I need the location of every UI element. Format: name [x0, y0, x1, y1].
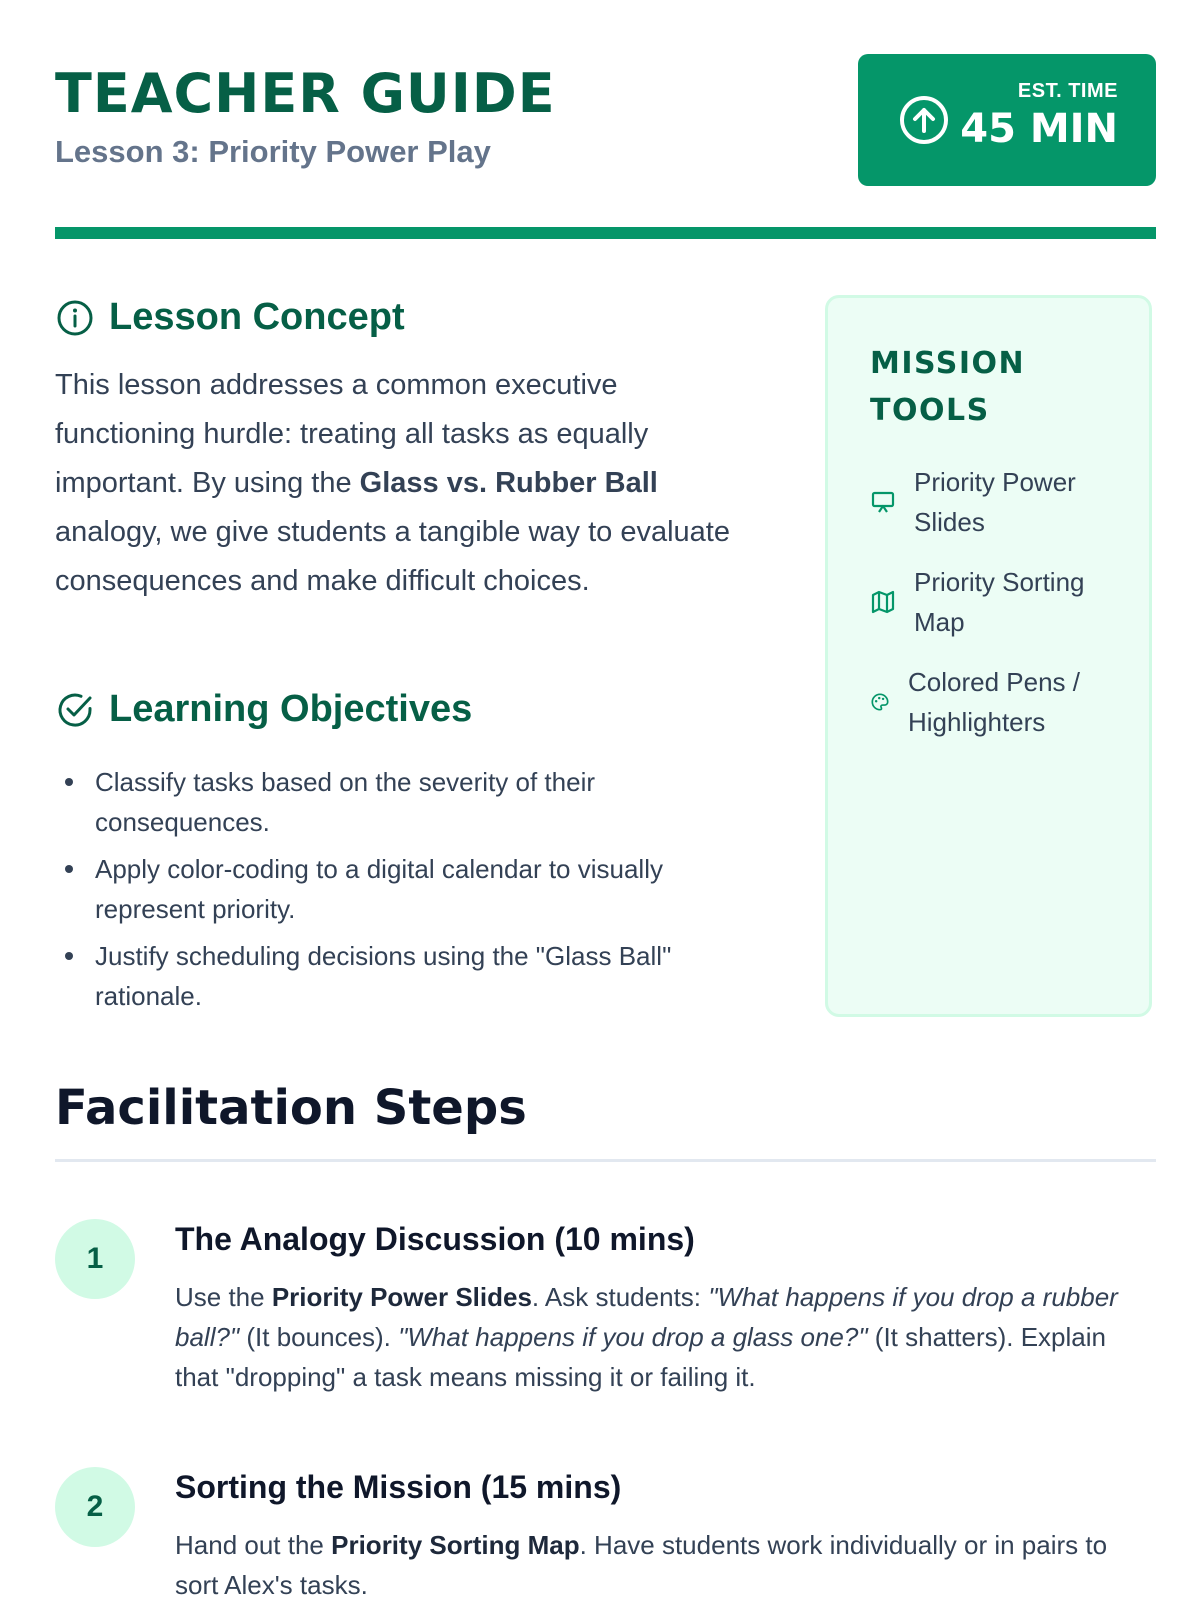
check-circle-icon [55, 690, 95, 730]
step-title: Sorting the Mission (15 mins) [175, 1469, 622, 1505]
tool-label: Priority Sorting Map [914, 567, 1085, 637]
step-text-part: Hand out the [175, 1530, 332, 1560]
mission-tools-title: MISSION TOOLS [870, 346, 1026, 428]
list-item: Classify tasks based on the severity of their consequences. [55, 762, 745, 842]
list-item: Justify scheduling decisions using the "Glass Ball" rationale. [55, 936, 745, 1016]
map-icon [870, 589, 896, 615]
tool-item-pens [870, 662, 1140, 742]
objectives-list [55, 762, 745, 1023]
concept-text-part: analogy, we give students a tangible way to evaluate consequences and make difficult choices. [55, 516, 730, 597]
estimated-time-badge [858, 54, 1156, 186]
lesson-concept-title: Lesson Concept [109, 296, 405, 338]
step-number-badge: 1 [55, 1219, 135, 1299]
lesson-subtitle: Lesson 3: Priority Power Play [55, 134, 491, 169]
tool-label: Priority Power Slides [914, 467, 1076, 537]
learning-objectives-title: Learning Objectives [109, 688, 473, 730]
tool-label: Colored Pens / Highlighters [908, 667, 1080, 737]
step-text-part: Use the [175, 1282, 272, 1312]
tool-item-map [870, 562, 1140, 642]
tool-item-slides [870, 462, 1140, 542]
facilitation-steps-heading: Facilitation Steps [55, 1080, 527, 1136]
step-text-italic: "What happens if you drop a glass one?" [398, 1322, 868, 1352]
step-text-part: . Have students work individually or in pairs to sort Alex's tasks. [175, 1530, 1108, 1600]
step-description [175, 1525, 1135, 1605]
mission-tools-card [825, 295, 1152, 1017]
step-number-badge: 2 [55, 1467, 135, 1547]
palette-icon [870, 692, 890, 712]
lesson-concept-heading [55, 296, 405, 339]
step-text-bold: Priority Power Slides [271, 1282, 532, 1312]
page-title: TEACHER GUIDE [55, 62, 556, 125]
time-value: 45 MIN [960, 106, 1118, 152]
step-text-part: . Ask students: [531, 1282, 709, 1312]
step-text-part: (It bounces). [239, 1322, 399, 1352]
concept-text-part: This lesson addresses a common executive functioning hurdle: treating all tasks as equally important. By using the [55, 369, 649, 499]
time-label: EST. TIME [1017, 80, 1118, 102]
learning-objectives-heading [55, 688, 472, 731]
info-icon [55, 298, 95, 338]
presentation-icon [870, 489, 896, 515]
step-description [175, 1277, 1135, 1397]
step-title: The Analogy Discussion (10 mins) [175, 1221, 695, 1257]
step-text-part: (It shatters). Explain that "dropping" a task means missing it or failing it. [175, 1322, 1106, 1392]
facilitation-divider [55, 1159, 1156, 1162]
lesson-concept-text [55, 361, 745, 606]
step-text-bold: Priority Sorting Map [331, 1530, 580, 1560]
step-text-italic: "What happens if you drop a rubber ball?" [175, 1282, 1118, 1352]
concept-text-bold: Glass vs. Rubber Ball [359, 467, 658, 499]
list-item: Apply color-coding to a digital calendar to visually represent priority. [55, 849, 745, 929]
header-divider [55, 227, 1156, 239]
arrow-up-circle-icon [898, 94, 950, 146]
